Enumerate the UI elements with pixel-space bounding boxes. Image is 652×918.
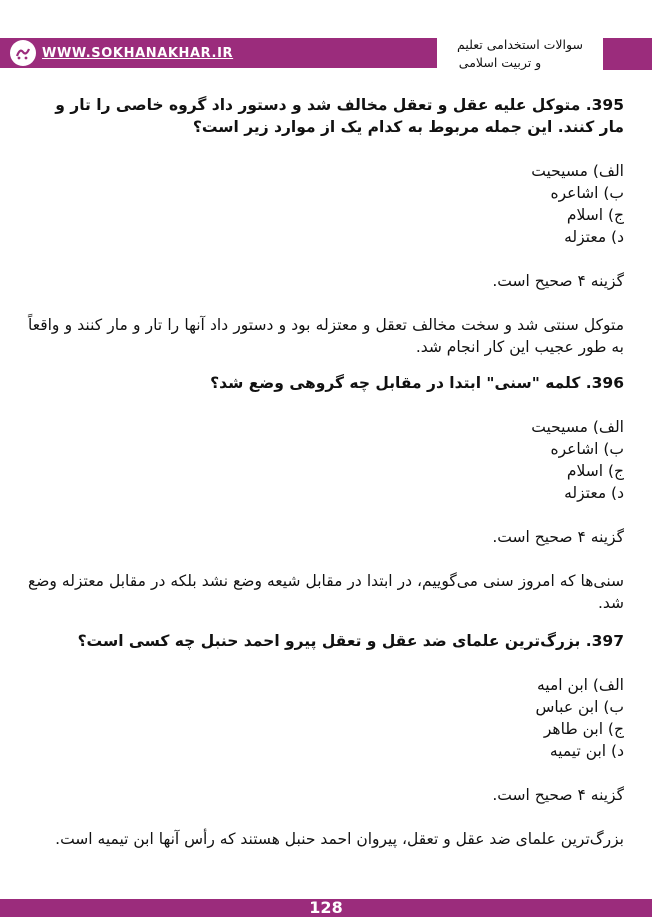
option-list <box>28 160 624 248</box>
option-item: د) معتزله <box>564 228 624 246</box>
page-content <box>28 94 624 866</box>
answer-text: گزینه ۴ صحیح است. <box>492 272 624 290</box>
option-item: د) معتزله <box>564 484 624 502</box>
question-397 <box>28 630 624 850</box>
option-item: ب) ابن عباس <box>535 698 624 716</box>
option-list <box>28 674 624 762</box>
header-title-line1: سوالات استخدامی تعلیم <box>457 37 583 52</box>
option-list <box>28 416 624 504</box>
question-395 <box>28 94 624 358</box>
option-item: ج) ابن طاهر <box>543 720 624 738</box>
explanation-text: متوکل سنتی شد و سخت مخالف تعقل و معتزله بود و دستور داد آنها را تار و مار کنند و واقعاً به طور عجیب این کار انجام شد. <box>28 316 624 356</box>
site-brand[interactable] <box>10 40 233 66</box>
option-item: ج) اسلام <box>566 206 624 224</box>
site-url-link[interactable]: WWW.SOKHANAKHAR.IR <box>42 45 234 61</box>
option-item: الف) مسیحیت <box>531 162 624 180</box>
question-title: 397. بزرگ‌ترین علمای ضد عقل و تعقل پیرو احمد حنبل چه کسی است؟ <box>77 632 624 650</box>
logo-icon <box>10 40 36 66</box>
page-number: 128 <box>309 898 343 917</box>
question-title: 396. کلمه "سنی" ابتدا در مقابل چه گروهی وضع شد؟ <box>210 374 624 392</box>
option-item: ب) اشاعره <box>550 184 624 202</box>
explanation-text: بزرگ‌ترین علمای ضد عقل و تعقل، پیروان احمد حنبل هستند که رأس آنها ابن تیمیه است. <box>55 830 624 848</box>
header-title-line2: و تربیت اسلامی <box>458 55 542 70</box>
option-item: ج) اسلام <box>566 462 624 480</box>
header-title-box <box>437 34 603 74</box>
option-item: ب) اشاعره <box>550 440 624 458</box>
answer-text: گزینه ۴ صحیح است. <box>492 786 624 804</box>
question-396 <box>28 372 624 614</box>
header-tab <box>606 40 652 66</box>
header-underline <box>603 68 652 70</box>
option-item: د) ابن تیمیه <box>549 742 624 760</box>
answer-text: گزینه ۴ صحیح است. <box>492 528 624 546</box>
explanation-text: سنی‌ها که امروز سنی می‌گوییم، در ابتدا در مقابل شیعه وضع نشد بلکه در مقابل معتزله وضع شد. <box>28 572 624 612</box>
question-title: 395. متوکل علیه عقل و تعقل مخالف شد و دستور داد گروه خاصی را تار و مار کنند. این جمله مربوط به کدام یک از موارد زیر است؟ <box>55 96 624 136</box>
option-item: الف) مسیحیت <box>531 418 624 436</box>
option-item: الف) ابن امیه <box>537 676 624 694</box>
